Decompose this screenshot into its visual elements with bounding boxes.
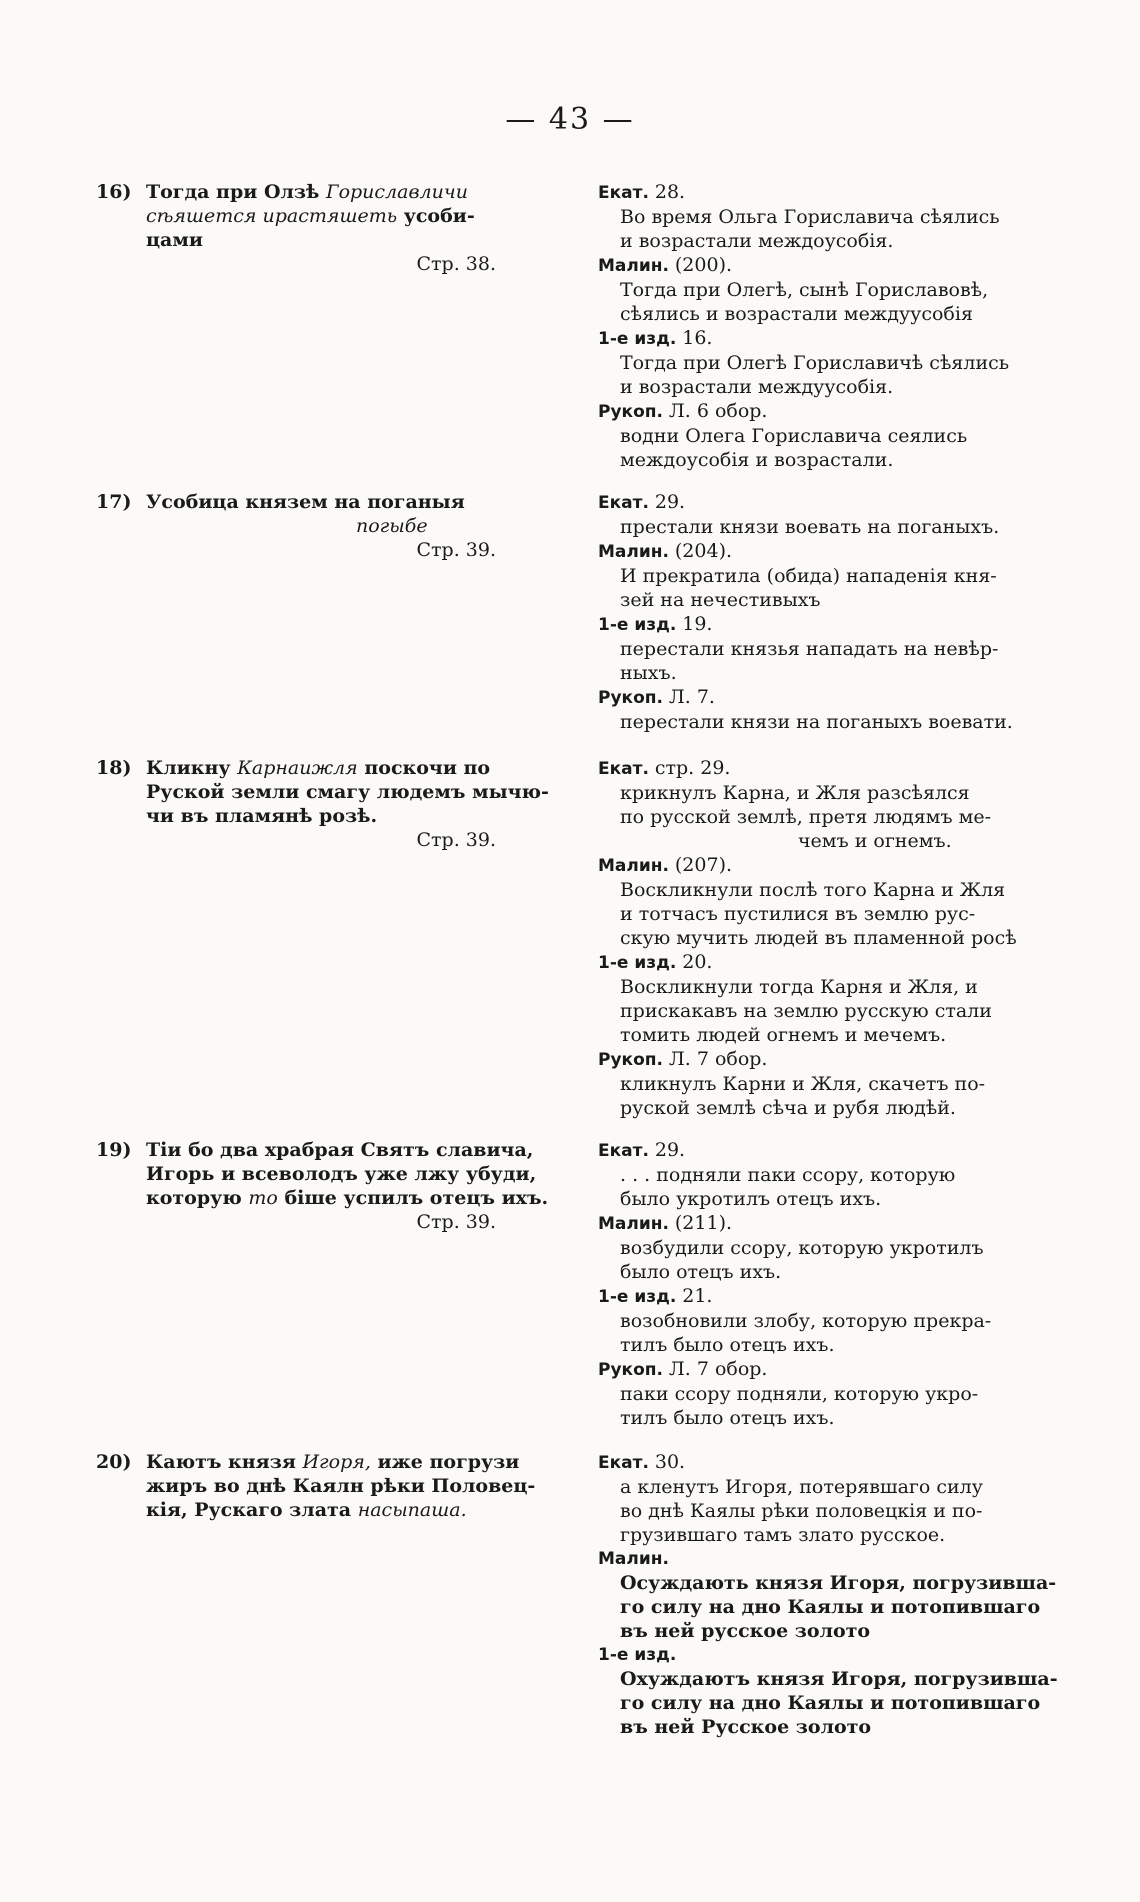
source-label: 1-е изд. 20. bbox=[598, 951, 713, 973]
translations: Екат. 28. Во время Ольга Гориславича сѣялись и возрастали междоусобія. Малин. (200). Тогда при Олегѣ, сынѣ Гориславовѣ, сѣялись и возрастали междуусобія 1-е изд. 16. Тогда при Олегѣ Гориславичѣ сѣялись и возрастали междуусобія. Рукоп. Л. 6 обор. водни Олега Гориславича сеялись междоусобія и возрастали. bbox=[598, 180, 1038, 472]
source-label: Екат. 29. bbox=[598, 491, 686, 513]
source-label: Екат. 29. bbox=[598, 1139, 686, 1161]
source-label: 1-е изд. 19. bbox=[598, 613, 713, 635]
source-label: Рукоп. Л. 7 обор. bbox=[598, 1048, 768, 1070]
translations: Екат. стр. 29. крикнулъ Карна, и Жля разсѣялся по русской землѣ, претя людямъ ме- чемъ и огнемъ. Малин. (207). Воскликнули послѣ того Карна и Жля и тотчасъ пустилися въ землю рус- скую мучить людей въ пламенной росѣ 1-е изд. 20. Воскликнули тогда Карня и Жля, и прискакавъ на землю русскую стали томить людей огнемъ и мечемъ. Рукоп. Л. 7 обор. кликнулъ Карни и Жля, скачетъ по- руской землѣ сѣча и рубя людѣй. bbox=[598, 756, 1038, 1120]
entry-number: 19) bbox=[96, 1139, 132, 1161]
translations: Екат. 29. . . . подняли паки ссору, которую было укротилъ отецъ ихъ. Малин. (211). возбудили ссору, которую укротилъ было отецъ ихъ. 1-е изд. 21. возобновили злобу, которую прекра- тилъ было отецъ ихъ. Рукоп. Л. 7 обор. паки ссору подняли, которую укро- тилъ было отецъ ихъ. bbox=[598, 1138, 1038, 1430]
source-label: Рукоп. Л. 7. bbox=[598, 686, 715, 708]
source-label: Малин. (207). bbox=[598, 854, 733, 876]
page-reference: Стр. 39. bbox=[416, 539, 496, 561]
page-reference: Стр. 39. bbox=[416, 829, 496, 851]
source-label: Малин. (200). bbox=[598, 254, 733, 276]
original-text: 18) Кликну Карнаижля поскочи по Руской земли смагу людемъ мычю- чи въ пламянѣ розѣ. Стр. 39. bbox=[96, 757, 549, 851]
source-label: Малин. (211). bbox=[598, 1212, 733, 1234]
source-label: 1-е изд. 16. bbox=[598, 327, 713, 349]
entry-number: 20) bbox=[96, 1451, 132, 1473]
source-label: Екат. 28. bbox=[598, 181, 686, 203]
entry-number: 16) bbox=[96, 181, 132, 203]
original-text: 20) Каютъ князя Игоря, иже погрузи жиръ во днѣ Каялн рѣки Половец- кія, Рускаго злата насыпаша. bbox=[96, 1451, 536, 1521]
source-label: Рукоп. Л. 6 обор. bbox=[598, 400, 768, 422]
source-label: 1-е изд. bbox=[598, 1645, 677, 1665]
source-label: 1-е изд. 21. bbox=[598, 1285, 713, 1307]
source-label: Екат. 30. bbox=[598, 1451, 686, 1473]
source-label: Екат. стр. 29. bbox=[598, 757, 731, 779]
source-label: Малин. bbox=[598, 1549, 669, 1569]
original-text: 19) Тіи бо два храбрая Святъ славича, Игорь и всеволодъ уже лжу убуди, которую то біше успилъ отецъ ихъ. Стр. 39. bbox=[96, 1139, 549, 1233]
page-reference: Стр. 38. bbox=[416, 253, 496, 275]
page-number: — 43 — bbox=[505, 102, 635, 137]
source-label: Рукоп. Л. 7 обор. bbox=[598, 1358, 768, 1380]
translations: Екат. 30. а кленутъ Игоря, потерявшаго силу во днѣ Каялы рѣки половецкія и по- грузившаго тамъ злато русское. Малин. Осуждають князя Игоря, погрузивша- го силу на дно Каялы и потопившаго въ ней русское золото 1-е изд. Охуждаютъ князя Игоря, погрузивша- го силу на дно Каялы и потопившаго въ ней Русское золото bbox=[598, 1451, 1058, 1738]
translations: Екат. 29. престали князи воевать на поганыхъ. Малин. (204). И прекратила (обида) нападенія кня- зей на нечестивыхъ 1-е изд. 19. перестали князья нападать на невѣр- ныхъ. Рукоп. Л. 7. перестали князи на поганыхъ воевати. bbox=[598, 490, 1038, 734]
entry-number: 18) bbox=[96, 757, 132, 779]
source-label: Малин. (204). bbox=[598, 540, 733, 562]
entry-number: 17) bbox=[96, 491, 132, 513]
original-text: 16) Тогда при Олзѣ Гориславличи сѣяшется ирастяшеть усоби- цами Стр. 38. bbox=[96, 180, 536, 276]
page-reference: Стр. 39. bbox=[416, 1211, 496, 1233]
original-text: 17) Усобица князем на поганыя погыбе Стр. 39. bbox=[96, 490, 536, 562]
